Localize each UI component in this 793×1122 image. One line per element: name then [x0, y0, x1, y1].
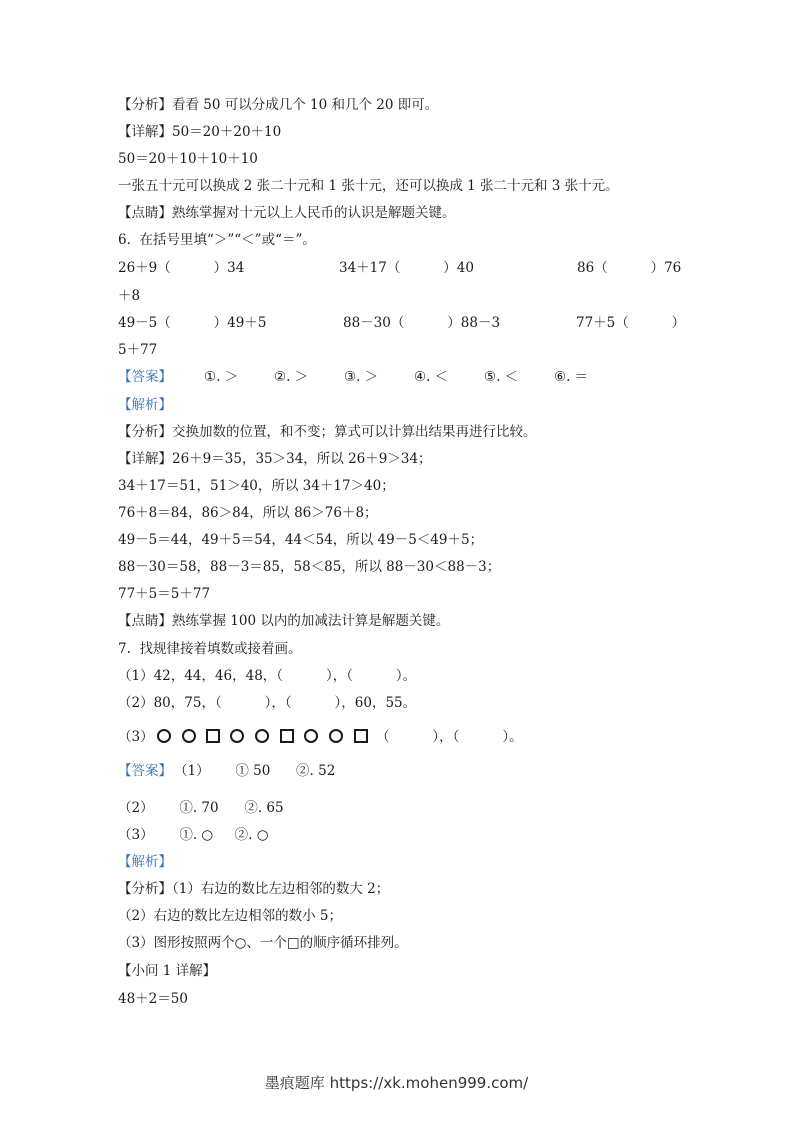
jiexi-label: 【解析】 — [118, 854, 172, 870]
jiexi-label: 【解析】 — [118, 397, 172, 413]
analysis-line: （2）右边的数比左边相邻的数小 5； — [118, 908, 342, 924]
answer-item: ⑥. ＝ — [554, 369, 589, 385]
answer-label: 【答案】 — [118, 369, 172, 385]
solution-line: 76＋8＝84，86＞84，所以 86＞76＋8； — [118, 505, 378, 521]
circle-icon — [329, 729, 343, 743]
square-icon — [280, 729, 294, 743]
q7-part-3-prefix: （3） — [118, 729, 154, 745]
analysis-line: （3）图形按照两个○、一个□的顺序循环排列。 — [118, 935, 408, 951]
q6-item-3: 86（ ）76 — [577, 260, 682, 276]
q6-item-6-cont: 5＋77 — [118, 342, 158, 358]
answer-item: ⑤. ＜ — [484, 369, 519, 385]
answer-item: ③. ＞ — [344, 369, 379, 385]
circle-icon — [304, 729, 318, 743]
q6-item-1: 26＋9（ ）34 — [118, 260, 245, 276]
answer-label: 【答案】 — [118, 763, 172, 779]
analysis-line: 【分析】交换加数的位置，和不变；算式可以计算出结果再进行比较。 — [118, 424, 537, 440]
circle-icon — [230, 729, 244, 743]
answer-7-1: （1） ① 50 ②. 52 — [174, 763, 336, 779]
tip-line: 【点睛】熟练掌握 100 以内的加减法计算是解题关键。 — [118, 613, 450, 629]
solution-line: 【详解】26＋9＝35，35＞34，所以 26＋9＞34； — [118, 451, 432, 467]
question-6-title: 6. 在括号里填“＞”“＜”或“＝”。 — [118, 232, 316, 248]
explanation-line: 一张五十元可以换成 2 张二十元和 1 张十元，还可以换成 1 张二十元和 3 张十元。 — [118, 178, 619, 194]
answer-item: ④. ＜ — [414, 369, 449, 385]
solution-line: 49－5＝44，49＋5＝54，44＜54，所以 49－5＜49＋5； — [118, 532, 484, 548]
tip-line: 【点睛】熟练掌握对十元以上人民币的认识是解题关键。 — [118, 205, 456, 221]
q6-item-6: 77＋5（ ） — [576, 315, 686, 331]
question-7-title: 7. 找规律接着填数或接着画。 — [118, 641, 302, 657]
square-icon — [354, 729, 368, 743]
answer-item: ①. ＞ — [204, 369, 239, 385]
analysis-line: 【分析】看看 50 可以分成几个 10 和几个 20 即可。 — [118, 97, 439, 113]
q6-item-3-cont: ＋8 — [118, 288, 141, 304]
square-icon — [206, 729, 220, 743]
answer-7-2: （2） ①. 70 ②. 65 — [118, 800, 284, 816]
circle-icon — [255, 729, 269, 743]
q6-item-4: 49－5（ ）49＋5 — [118, 315, 267, 331]
answer-item: ②. ＞ — [274, 369, 309, 385]
q7-part-3-suffix: （ ），（ ）。 — [376, 729, 523, 745]
q6-item-5: 88－30（ ）88－3 — [343, 315, 501, 331]
sub-question-label: 【小问 1 详解】 — [118, 963, 217, 979]
solution-line: 【详解】50＝20＋20＋10 — [118, 124, 282, 140]
circle-icon — [182, 729, 196, 743]
solution-line: 34＋17＝51，51＞40，所以 34＋17＞40； — [118, 478, 395, 494]
circle-icon — [157, 729, 171, 743]
q7-part-1: （1）42，44，46，48，（ ），（ ）。 — [118, 668, 417, 684]
q6-item-2: 34＋17（ ）40 — [339, 260, 474, 276]
footer-watermark: 墨痕题库 https://xk.mohen999.com/ — [264, 1074, 529, 1092]
solution-line: 77＋5＝5＋77 — [118, 586, 211, 602]
analysis-line: 【分析】（1）右边的数比左边相邻的数大 2； — [118, 881, 390, 897]
solution-line: 50＝20＋10＋10＋10 — [118, 151, 258, 167]
q7-part-2: （2）80，75，（ ），（ ），60，55。 — [118, 695, 417, 711]
solution-line: 88－30＝58，88－3＝85，58＜85，所以 88－30＜88－3； — [118, 559, 501, 575]
answer-7-3: （3） ①. ○ ②. ○ — [118, 827, 269, 843]
solution-line: 48＋2＝50 — [118, 991, 188, 1007]
